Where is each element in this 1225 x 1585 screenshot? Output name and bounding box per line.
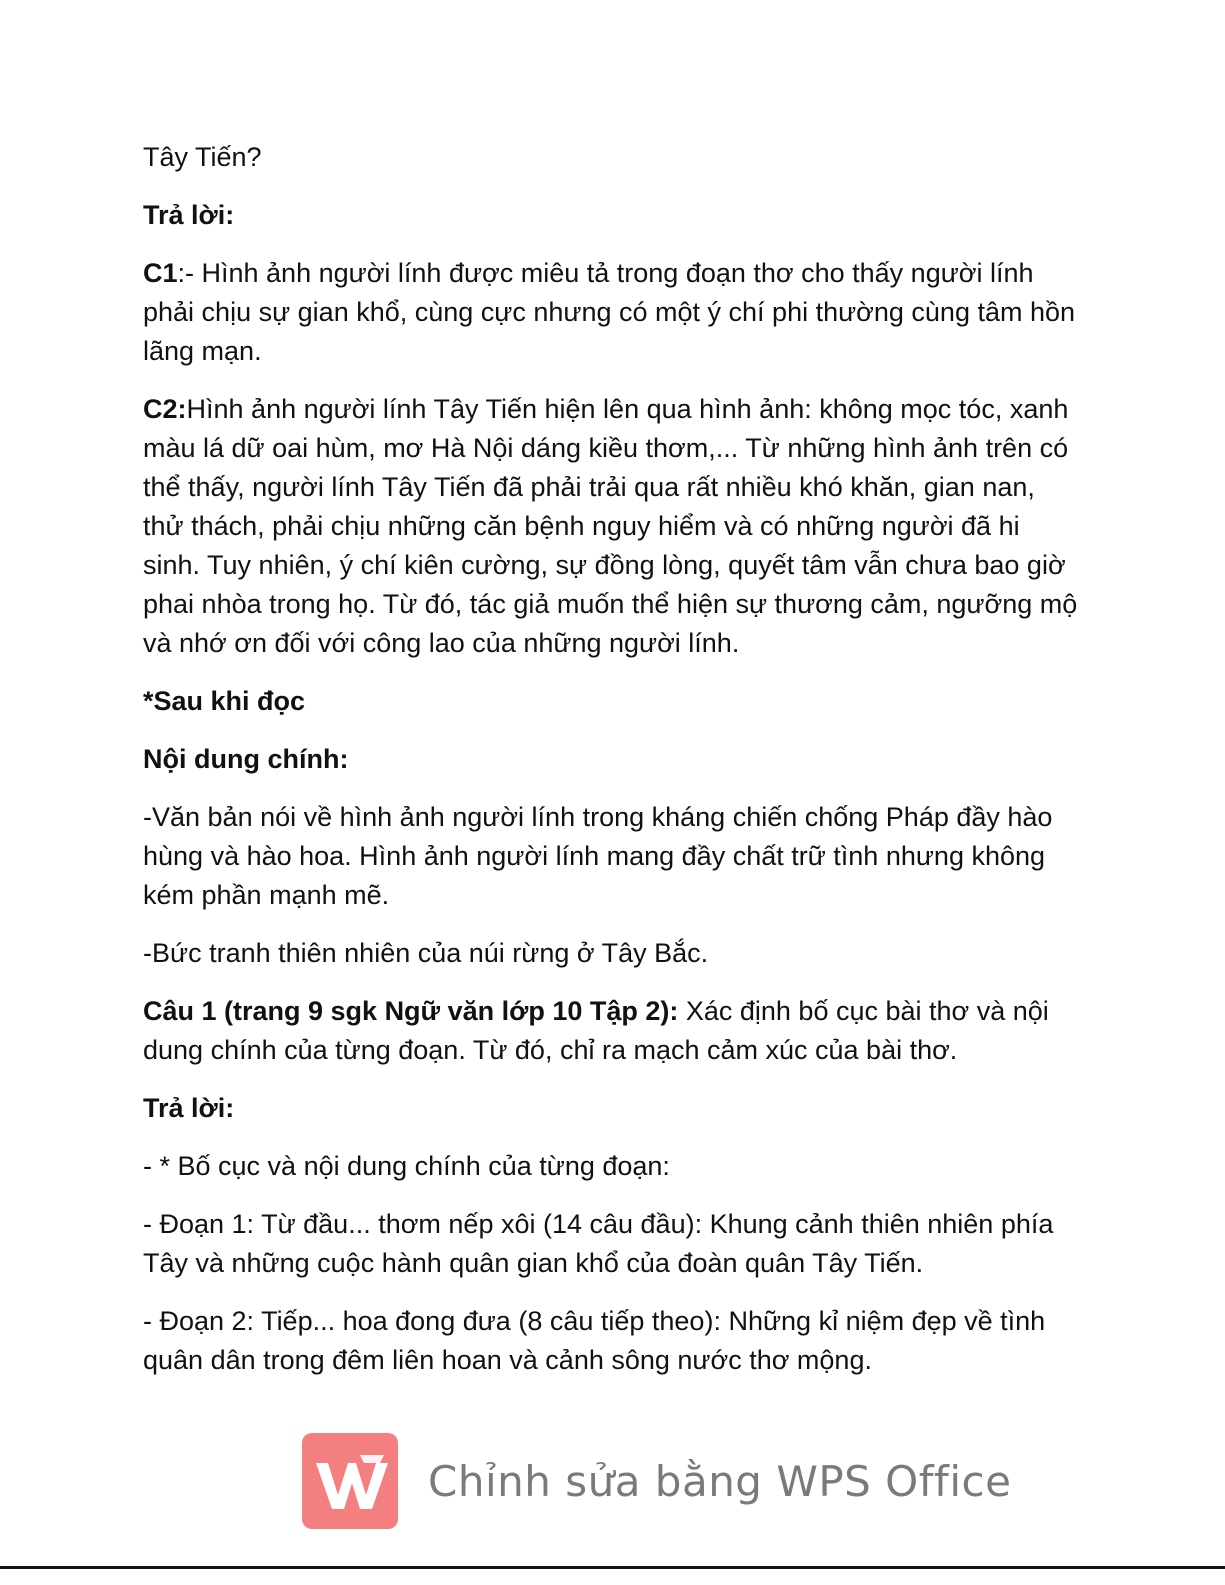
paragraph-content-2 xyxy=(143,934,1078,973)
heading-answer-2 xyxy=(143,1089,1078,1128)
paragraph-text: Hình ảnh người lính Tây Tiến hiện lên qua hình ảnh: không mọc tóc, xanh màu lá dữ oai hùm, mơ Hà Nội dáng kiều thơm,... Từ những hình ảnh trên có thể thấy, người lính Tây Tiến đã phải trải qua rất nhiều khó khăn, gian nan, thử thách, phải chịu những căn bệnh nguy hiểm và có những người đã hi sinh. Tuy nhiên, ý chí kiên cường, sự đồng lòng, quyết tâm vẫn chưa bao giờ phai nhòa trong họ. Từ đó, tác giả muốn thể hiện sự thương cảm, ngưỡng mộ và nhớ ơn đối với công lao của những người lính. xyxy=(143,394,1078,658)
paragraph-lead: C1 xyxy=(143,258,178,288)
heading-text: Trả lời: xyxy=(143,200,235,230)
paragraph-text: -Văn bản nói về hình ảnh người lính trong kháng chiến chống Pháp đầy hào hùng và hào hoa. Hình ảnh người lính mang đầy chất trữ tình nhưng không kém phần mạnh mẽ. xyxy=(143,802,1053,910)
document-body xyxy=(143,138,1078,1399)
paragraph-section-1 xyxy=(143,1205,1078,1283)
heading-text: Nội dung chính: xyxy=(143,744,349,774)
heading-text: *Sau khi đọc xyxy=(143,686,306,716)
paragraph-lead: C2: xyxy=(143,394,187,424)
paragraph-c1 xyxy=(143,254,1078,371)
wps-edit-banner[interactable] xyxy=(302,1432,1011,1530)
paragraph-text: -Bức tranh thiên nhiên của núi rừng ở Tây Bắc. xyxy=(143,938,709,968)
paragraph-content-1 xyxy=(143,798,1078,915)
paragraph-text: Tây Tiến? xyxy=(143,142,262,172)
paragraph-c2 xyxy=(143,390,1078,663)
heading-text: Trả lời: xyxy=(143,1093,235,1123)
paragraph-structure xyxy=(143,1147,1078,1186)
wps-banner-text[interactable]: Chỉnh sửa bằng WPS Office xyxy=(428,1456,1012,1506)
heading-answer xyxy=(143,196,1078,235)
paragraph-text: - * Bố cục và nội dung chính của từng đoạn: xyxy=(143,1151,670,1181)
paragraph-section-2 xyxy=(143,1302,1078,1380)
paragraph-text: :- Hình ảnh người lính được miêu tả trong đoạn thơ cho thấy người lính phải chịu sự gian khổ, cùng cực nhưng có một ý chí phi thường cùng tâm hồn lãng mạn. xyxy=(143,258,1076,366)
paragraph-question-tail xyxy=(143,138,1078,177)
paragraph-text: - Đoạn 1: Từ đầu... thơm nếp xôi (14 câu đầu): Khung cảnh thiên nhiên phía Tây và những cuộc hành quân gian khổ của đoàn quân Tây Tiến. xyxy=(143,1209,1054,1278)
paragraph-question-1 xyxy=(143,992,1078,1070)
paragraph-text: - Đoạn 2: Tiếp... hoa đong đưa (8 câu tiếp theo): Những kỉ niệm đẹp về tình quân dân trong đêm liên hoan và cảnh sông nước thơ mộng. xyxy=(143,1306,1046,1375)
paragraph-text: Xác định bố cục bài thơ và nội dung chính của từng đoạn. Từ đó, chỉ ra mạch cảm xúc của bài thơ. xyxy=(143,996,1049,1065)
wps-logo-icon xyxy=(302,1433,398,1529)
paragraph-lead: Câu 1 (trang 9 sgk Ngữ văn lớp 10 Tập 2): xyxy=(143,996,679,1026)
heading-after-reading xyxy=(143,682,1078,721)
heading-main-content xyxy=(143,740,1078,779)
page-bottom-divider xyxy=(0,1566,1225,1569)
